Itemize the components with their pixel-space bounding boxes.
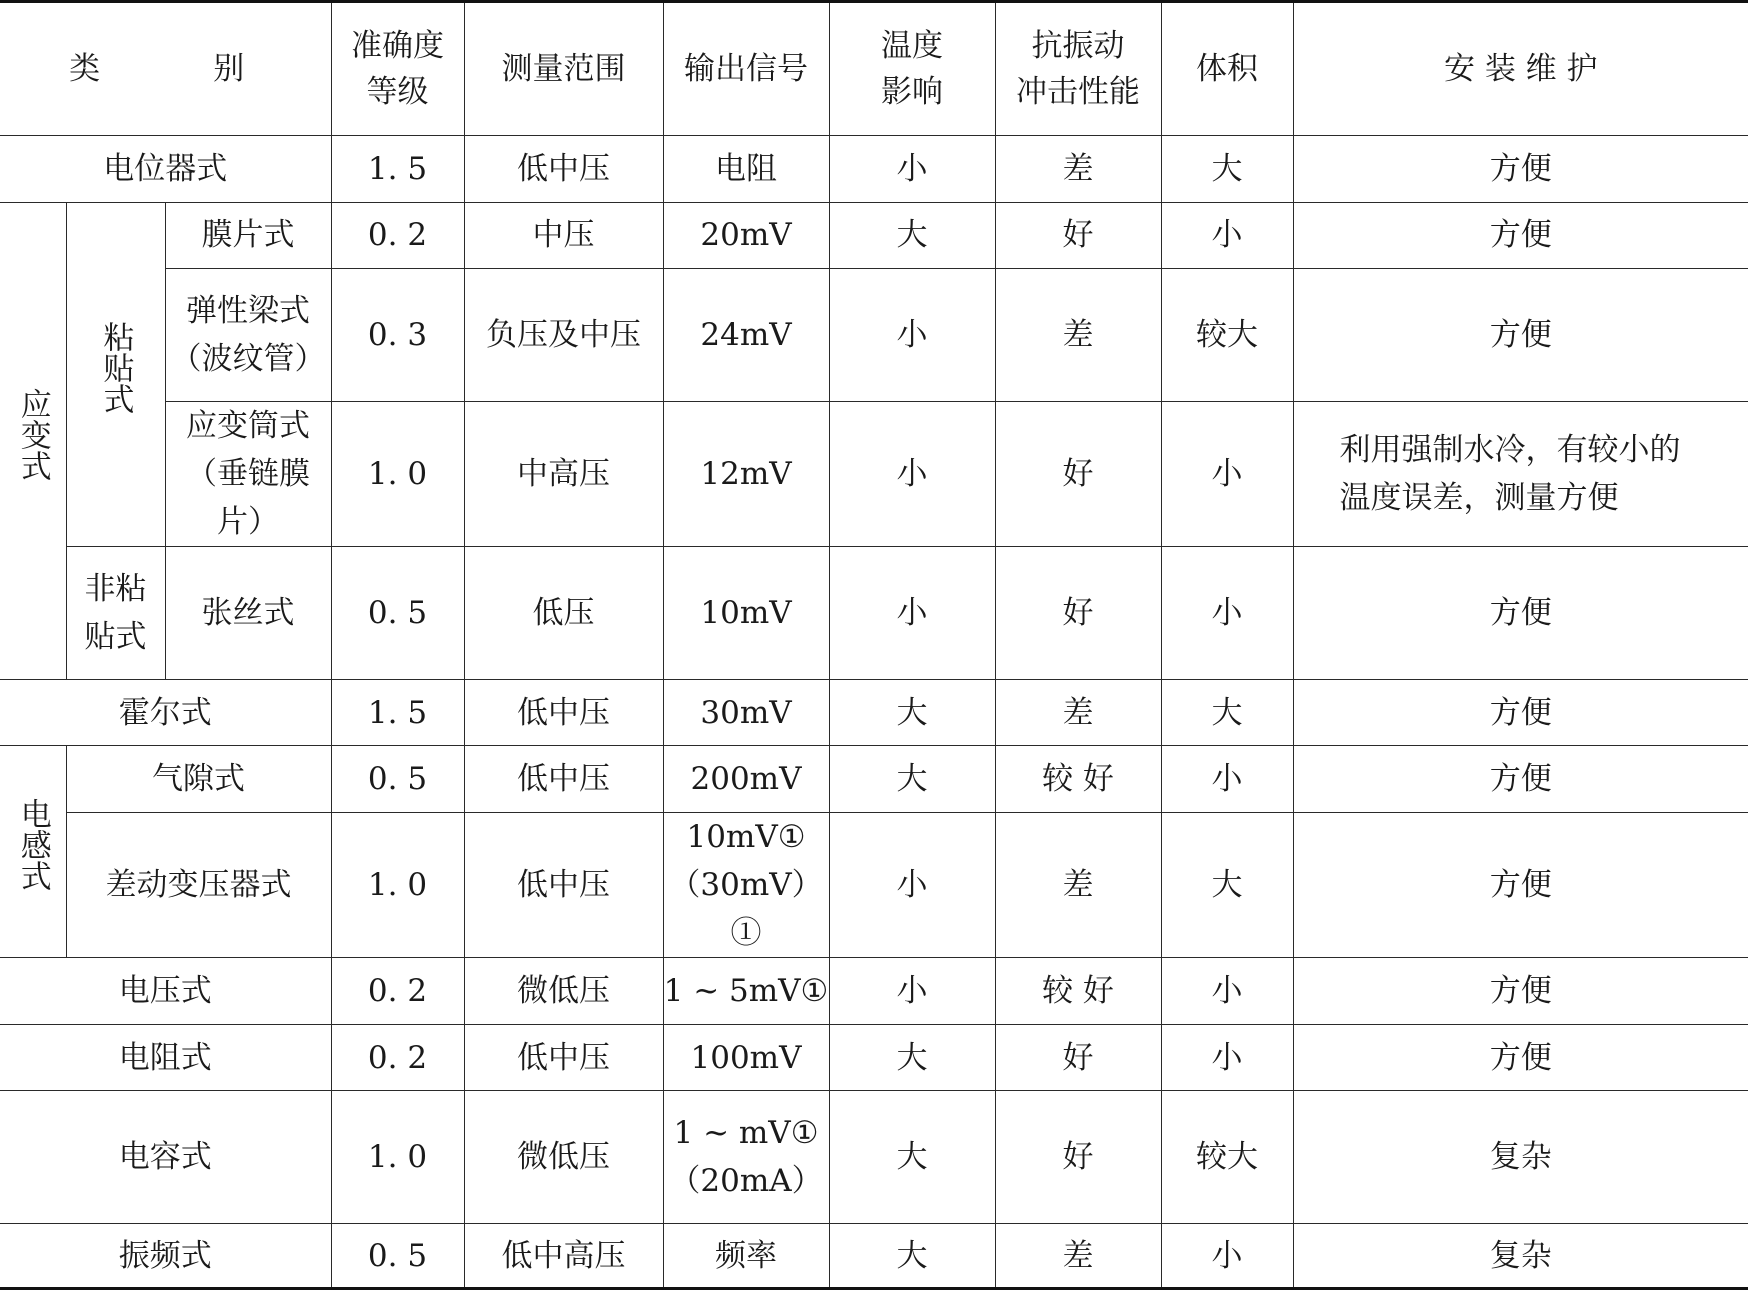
cell-output: 30mV [663,680,829,746]
table-row [0,746,1748,813]
cell-accuracy: 1. 0 [331,402,464,547]
cell-temperature: 小 [829,547,995,680]
group-bonded-text: 粘贴式 [97,321,134,415]
row-name: 弹性梁式 （波纹管） [165,269,331,402]
row-name: 差动变压器式 [66,813,331,958]
row-name: 膜片式 [165,203,331,269]
cell-volume: 较大 [1161,1091,1293,1224]
cell-vibration: 差 [995,680,1161,746]
cell-accuracy: 1. 0 [331,813,464,958]
cell-accuracy: 1. 5 [331,136,464,203]
cell-range: 中高压 [464,402,663,547]
cell-volume: 小 [1161,402,1293,547]
cell-temperature: 大 [829,1025,995,1091]
cell-range: 低中压 [464,813,663,958]
cell-vibration: 差 [995,136,1161,203]
header-volume: 体积 [1161,2,1293,136]
cell-temperature: 小 [829,813,995,958]
cell-temperature: 小 [829,136,995,203]
row-name: 电位器式 [0,136,331,203]
group-strain-text: 应变式 [14,387,51,481]
header-range: 测量范围 [464,2,663,136]
cell-vibration: 好 [995,547,1161,680]
cell-vibration: 差 [995,1224,1161,1289]
cell-range: 中压 [464,203,663,269]
cell-range: 低中压 [464,746,663,813]
cell-output: 100mV [663,1025,829,1091]
header-vibration: 抗振动 冲击性能 [995,2,1161,136]
header-accuracy: 准确度 等级 [331,2,464,136]
header-install: 安 装 维 护 [1293,2,1748,136]
header-temperature: 温度 影响 [829,2,995,136]
row-name: 电容式 [0,1091,331,1224]
cell-temperature: 大 [829,203,995,269]
cell-volume: 小 [1161,547,1293,680]
row-name: 振频式 [0,1224,331,1289]
cell-install: 方便 [1293,269,1748,402]
cell-output: 电阻 [663,136,829,203]
cell-install: 方便 [1293,958,1748,1025]
group-label-bonded [66,203,165,547]
row-name: 电压式 [0,958,331,1025]
cell-accuracy: 1. 0 [331,1091,464,1224]
cell-volume: 小 [1161,958,1293,1025]
row-name: 霍尔式 [0,680,331,746]
cell-output: 200mV [663,746,829,813]
cell-volume: 较大 [1161,269,1293,402]
cell-output: 24mV [663,269,829,402]
cell-install: 利用强制水冷，有较小的 温度误差，测量方便 [1293,402,1748,547]
cell-install: 方便 [1293,136,1748,203]
table-header-row [0,2,1748,136]
group-label-unbonded: 非粘 贴式 [66,547,165,680]
cell-accuracy: 0. 2 [331,1025,464,1091]
cell-install: 方便 [1293,746,1748,813]
cell-output: 10mV [663,547,829,680]
cell-output: 10mV① （30mV）① [663,813,829,958]
cell-install: 复杂 [1293,1091,1748,1224]
table-row [0,136,1748,203]
cell-install: 复杂 [1293,1224,1748,1289]
cell-range: 低中压 [464,680,663,746]
cell-volume: 大 [1161,136,1293,203]
row-name: 电阻式 [0,1025,331,1091]
table-row [0,680,1748,746]
table-row [0,1224,1748,1289]
row-name: 张丝式 [165,547,331,680]
table-row [0,813,1748,958]
cell-temperature: 大 [829,1091,995,1224]
cell-range: 低中高压 [464,1224,663,1289]
cell-accuracy: 0. 2 [331,958,464,1025]
cell-temperature: 小 [829,269,995,402]
cell-accuracy: 0. 5 [331,746,464,813]
cell-install: 方便 [1293,680,1748,746]
cell-vibration: 好 [995,203,1161,269]
cell-range: 微低压 [464,958,663,1025]
group-inductive-text: 电感式 [14,798,51,892]
cell-volume: 大 [1161,813,1293,958]
table-row [0,1025,1748,1091]
cell-volume: 小 [1161,1025,1293,1091]
table-row [0,269,1748,402]
cell-temperature: 小 [829,402,995,547]
cell-install: 方便 [1293,813,1748,958]
cell-volume: 小 [1161,203,1293,269]
cell-vibration: 好 [995,1025,1161,1091]
header-category: 类 别 [0,2,331,136]
cell-output: 1 ~ 5mV① [663,958,829,1025]
cell-install: 方便 [1293,1025,1748,1091]
table-row [0,1091,1748,1224]
cell-output: 12mV [663,402,829,547]
cell-temperature: 大 [829,680,995,746]
cell-range: 低压 [464,547,663,680]
cell-range: 低中压 [464,136,663,203]
cell-accuracy: 0. 5 [331,1224,464,1289]
table-row [0,958,1748,1025]
cell-volume: 大 [1161,680,1293,746]
cell-temperature: 大 [829,746,995,813]
cell-accuracy: 0. 3 [331,269,464,402]
row-name: 气隙式 [66,746,331,813]
cell-vibration: 差 [995,269,1161,402]
cell-vibration: 好 [995,1091,1161,1224]
cell-output: 1 ~ mV① （20mA） [663,1091,829,1224]
table-row [0,402,1748,547]
cell-range: 微低压 [464,1091,663,1224]
cell-output: 20mV [663,203,829,269]
cell-accuracy: 0. 2 [331,203,464,269]
header-output: 输出信号 [663,2,829,136]
cell-range: 负压及中压 [464,269,663,402]
cell-output: 频率 [663,1224,829,1289]
cell-vibration: 较 好 [995,746,1161,813]
cell-temperature: 大 [829,1224,995,1289]
cell-vibration: 好 [995,402,1161,547]
cell-vibration: 差 [995,813,1161,958]
row-name: 应变筒式 （垂链膜片） [165,402,331,547]
cell-install: 方便 [1293,547,1748,680]
cell-range: 低中压 [464,1025,663,1091]
group-label-strain [0,203,66,680]
cell-accuracy: 0. 5 [331,547,464,680]
cell-install: 方便 [1293,203,1748,269]
table-row [0,203,1748,269]
group-label-inductive [0,746,66,958]
cell-vibration: 较 好 [995,958,1161,1025]
cell-volume: 小 [1161,746,1293,813]
table-row [0,547,1748,680]
cell-volume: 小 [1161,1224,1293,1289]
cell-temperature: 小 [829,958,995,1025]
cell-accuracy: 1. 5 [331,680,464,746]
